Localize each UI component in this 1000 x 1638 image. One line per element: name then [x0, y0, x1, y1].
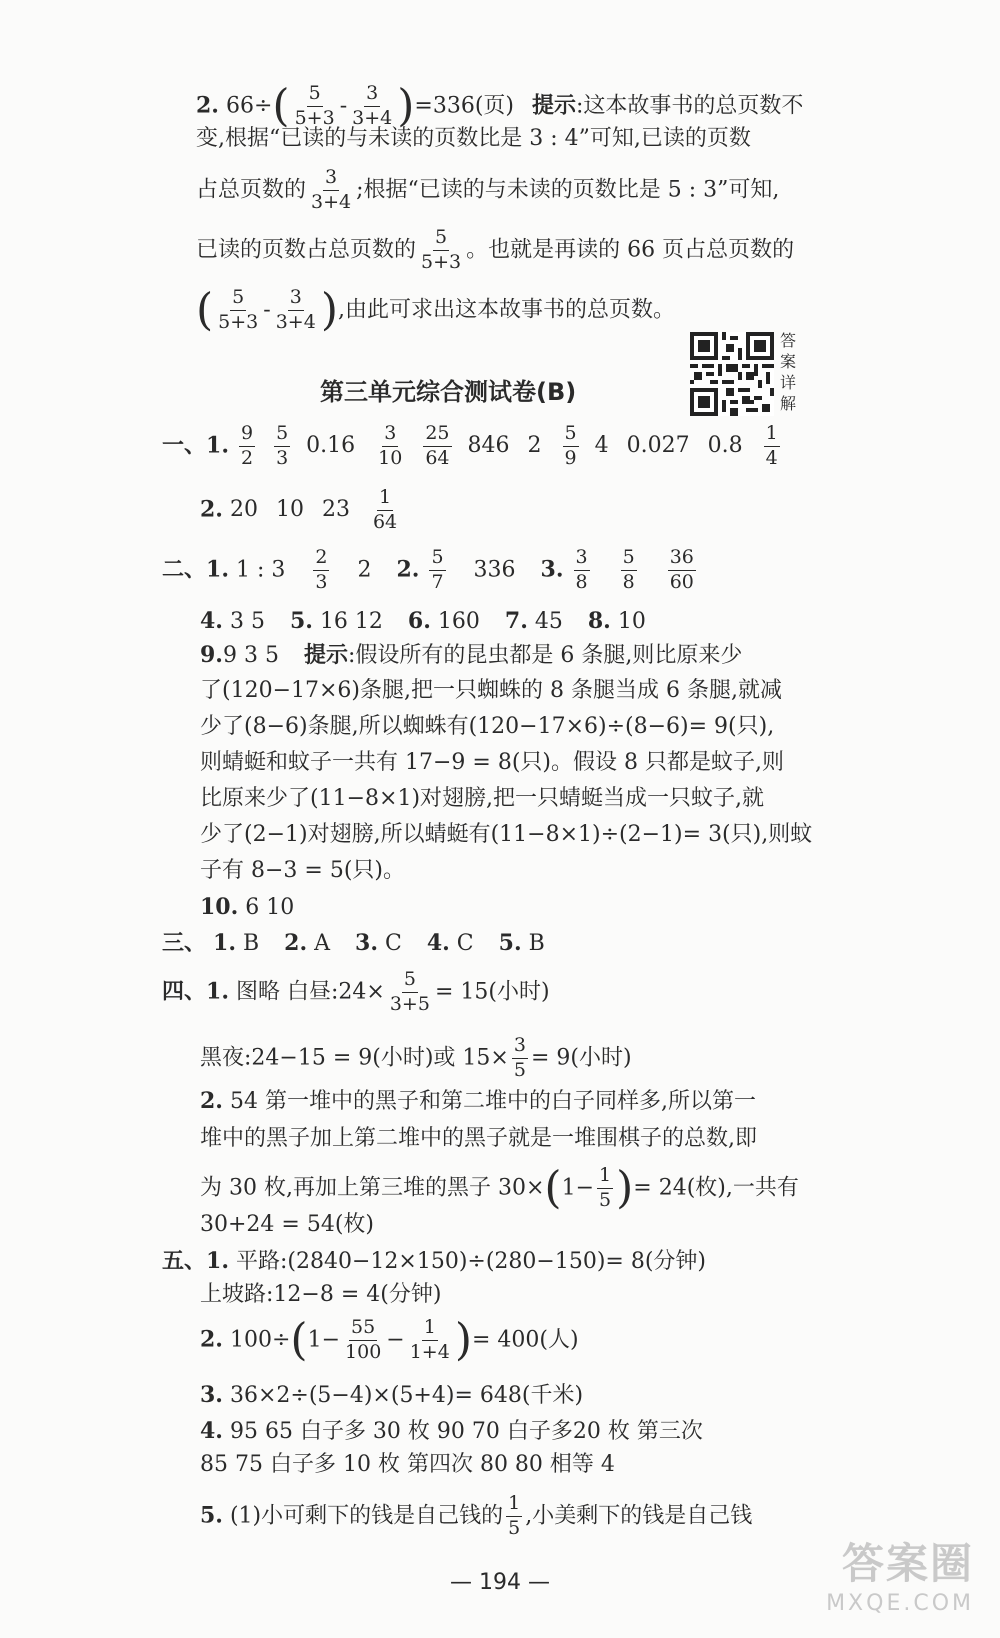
top-line-4: 已读的页数占总页数的 $\frac{5}{5+3}$ 。也就是再读的 66 页占总页数的 — [196, 226, 795, 273]
s4-q2-line1: 2. 54 第一堆中的黑子和第二堆中的白子同样多,所以第一 — [200, 1088, 756, 1114]
fraction: $\frac{5}{5+3}$ — [421, 226, 462, 273]
fraction: $\frac{3}{3+4}$ — [275, 286, 316, 333]
s2-q9-line7: 子有 8−3 = 5(只)。 — [200, 858, 406, 883]
hint-label: 提示 — [532, 92, 577, 119]
fraction: $\frac{1}{1+4}$ — [409, 1316, 450, 1363]
page-number: — 194 — — [450, 1570, 550, 1595]
s4-q2-line4: 30+24 = 54(枚) — [200, 1212, 375, 1237]
fraction: $\frac{3}{3+4}$ — [352, 82, 393, 129]
answer-value: 23 — [321, 497, 350, 523]
qr-label: 答 案 详 解 — [780, 331, 797, 413]
fraction: $\frac{5}{9}$ — [564, 422, 577, 469]
fraction: $\frac{5}{3}$ — [276, 422, 289, 469]
s2-q9-line2: 了(120−17×6)条腿,把一只蜘蛛的 8 条腿当成 6 条腿,就减 — [200, 678, 782, 703]
answer-value: 0.027 — [626, 433, 690, 459]
answer-value: 10 — [275, 497, 304, 523]
s5-q5: 5. (1)小可剩下的钱是自己钱的 $\frac{1}{5}$ ,小美剩下的钱是自己钱 — [200, 1492, 753, 1539]
fraction: $\frac{5}{8}$ — [622, 546, 635, 593]
s5-q1: 五、1. 平路:(2840−12×150)÷(280−150)= 8(分钟) — [162, 1248, 707, 1274]
fraction: $\frac{1}{4}$ — [765, 422, 778, 469]
fraction: $\frac{5}{3+5}$ — [389, 968, 430, 1015]
answer-value: 846 — [467, 433, 510, 459]
s4-q2-line2: 堆中的黑子加上第二堆中的黑子就是一堆围棋子的总数,即 — [200, 1126, 757, 1151]
s1-q2: 2. 20 10 23 $\frac{1}{64}$ — [200, 486, 398, 533]
fraction: $\frac{3}{5}$ — [513, 1034, 526, 1081]
watermark-logo: 答案圈 MXQE.COM — [826, 1539, 974, 1616]
s2-q9-line1: 9.9 3 5 提示:假设所有的昆虫都是 6 条腿,则比原来少 — [200, 642, 743, 668]
fraction: $\frac{9}{2}$ — [240, 422, 254, 469]
top-line-5: ( $\frac{5}{5+3}$ - $\frac{3}{3+4}$ ),由此可求出这本故事书的总页数。 — [196, 284, 675, 336]
answer-value: 0.8 — [707, 433, 743, 459]
fraction: $\frac{1}{5}$ — [508, 1492, 521, 1539]
fraction: $\frac{5}{5+3}$ — [218, 286, 259, 333]
answer-value: 2 — [527, 433, 542, 459]
fraction: $\frac{5}{7}$ — [431, 546, 444, 593]
s5-q3: 3. 36×2÷(5−4)×(5+4)= 648(千米) — [200, 1382, 584, 1408]
fraction: $\frac{1}{5}$ — [599, 1164, 612, 1211]
answer-value: 0.16 — [306, 433, 356, 459]
hint-label: 提示 — [303, 642, 348, 668]
fraction: $\frac{5}{5+3}$ — [294, 82, 335, 129]
s4-q1b: 黑夜:24−15 = 9(小时)或 15× $\frac{3}{5}$ = 9(小时) — [200, 1034, 632, 1081]
section-title: 第三单元综合测试卷(B) — [320, 378, 577, 406]
s4-q1: 四、1. 图略 白昼:24× $\frac{5}{3+5}$ = 15(小时) — [162, 968, 550, 1015]
s2-q9-line3: 少了(8−6)条腿,所以蜘蛛有(120−17×6)÷(8−6)= 9(只), — [200, 714, 775, 739]
s5-q2: 2. 100÷(1− $\frac{55}{100}$ − $\frac{1}{1+4}$ )= 400(人) — [200, 1314, 579, 1366]
s5-q1b: 上坡路:12−8 = 4(分钟) — [200, 1282, 442, 1307]
answer-value: 20 — [229, 497, 258, 523]
answer-value: 4 — [594, 433, 609, 459]
fraction: $\frac{3}{3+4}$ — [311, 166, 352, 213]
top-line-3: 占总页数的 $\frac{3}{3+4}$ ;根据“已读的与未读的页数比是 5 : 3”可知, — [196, 166, 780, 213]
top-line-1: 2. 66÷( $\frac{5}{5+3}$ - $\frac{3}{3+4}$ )=336(页) 提示:这本故事书的总页数不 — [196, 80, 804, 132]
s2-q9-line6: 少了(2−1)对翅膀,所以蜻蜓有(11−8×1)÷(2−1)= 3(只),则蚊 — [200, 822, 813, 847]
fraction: $\frac{3}{8}$ — [575, 546, 588, 593]
s2-line1: 二、1. 1 : 3 $\frac{2}{3}$ 2 2. $\frac{5}{7}$ 336 3. $\frac{3}{8}$ $\frac{5}{8}$ $\frac{36}{60}$ — [162, 546, 694, 593]
s5-q4-line2: 85 75 白子多 10 枚 第四次 80 80 相等 4 — [200, 1452, 615, 1477]
fraction: $\frac{2}{3}$ — [315, 546, 328, 593]
s4-q2-line3: 为 30 枚,再加上第三堆的黑子 30×(1− $\frac{1}{5}$ )= 24(枚),一共有 — [200, 1162, 799, 1214]
s5-q4-line1: 4. 95 65 白子多 30 枚 90 70 白子多20 枚 第三次 — [200, 1418, 703, 1444]
s2-line4: 4. 3 5 5. 16 12 6. 160 7. 45 8. 10 — [200, 608, 646, 634]
fraction: $\frac{25}{64}$ — [425, 422, 450, 469]
top-line-2: 变,根据“已读的与未读的页数比是 3 : 4”可知,已读的页数 — [196, 126, 751, 151]
s2-q9-line4: 则蜻蜓和蚊子一共有 17−9 = 8(只)。假设 8 只都是蚊子,则 — [200, 750, 784, 775]
fraction: $\frac{36}{60}$ — [669, 546, 694, 593]
fraction: $\frac{3}{10}$ — [378, 422, 403, 469]
fraction: $\frac{55}{100}$ — [345, 1316, 382, 1363]
s1-q1: 一、1. $\frac{9}{2}$ $\frac{5}{3}$ 0.16 $\frac{3}{10}$ $\frac{25}{64}$ 846 2 $\frac{5}{9}$ 4 0.027 0.8 $\frac{1}{4}$ — [162, 422, 778, 469]
s2-q9-line5: 比原来少了(11−8×1)对翅膀,把一只蜻蜓当成一只蚊子,就 — [200, 786, 765, 811]
s3-line: 三、 1. B 2. A 3. C 4. C 5. B — [162, 930, 545, 956]
qr-code-icon[interactable] — [690, 332, 774, 416]
fraction: $\frac{1}{64}$ — [372, 486, 398, 533]
s2-q10: 10. 6 10 — [200, 894, 295, 920]
